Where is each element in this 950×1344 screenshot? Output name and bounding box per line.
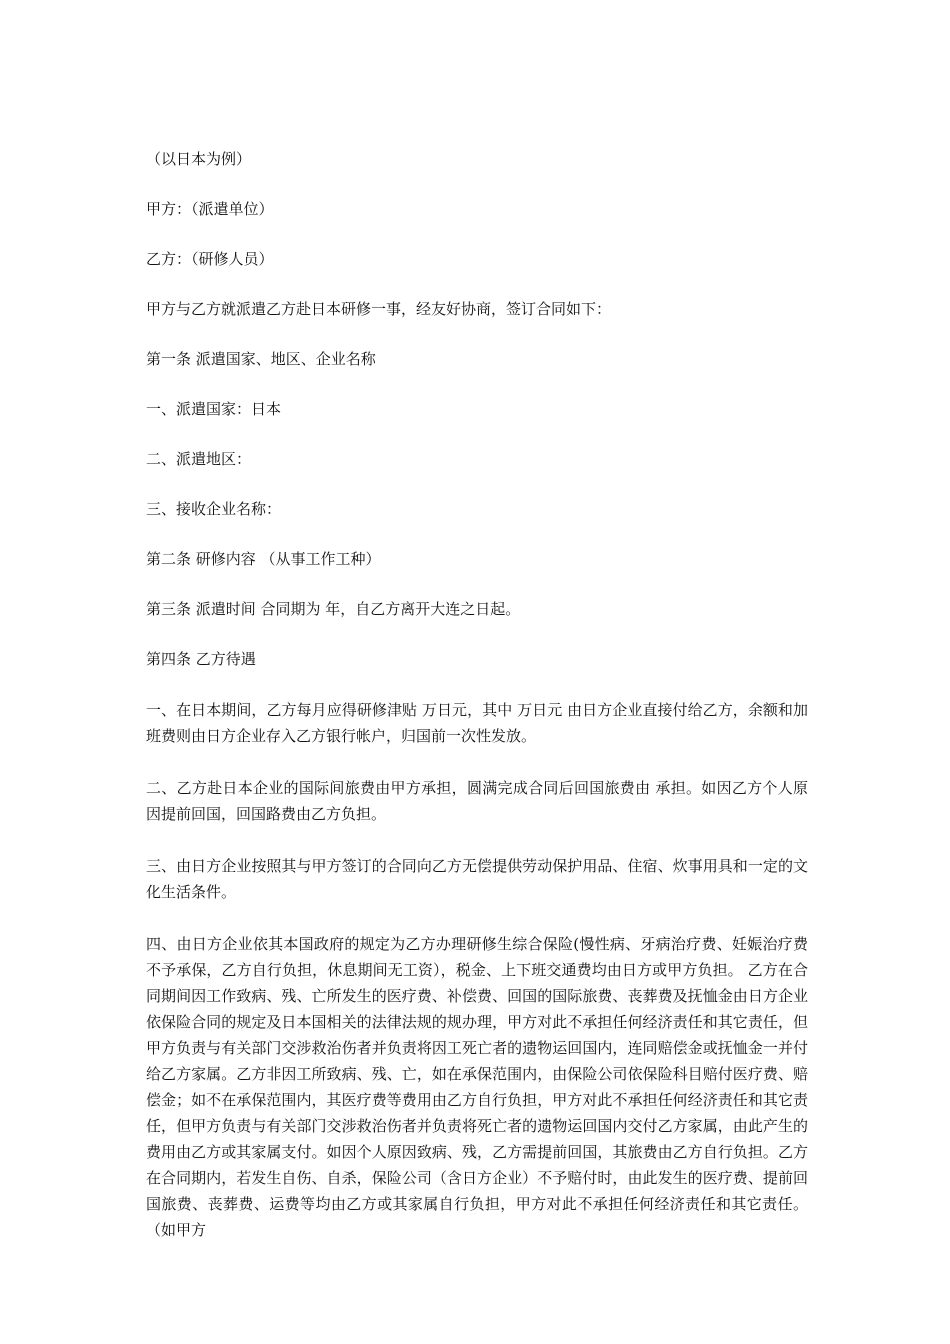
article-1-item-1: 一、派遣国家：日本	[146, 400, 282, 418]
article-2-heading: 第二条 研修内容 （从事工作工种）	[146, 550, 381, 568]
article-3-heading: 第三条 派遣时间 合同期为 年，自乙方离开大连之日起。	[146, 600, 521, 618]
party-a-line: 甲方：（派遣单位）	[146, 200, 274, 218]
subtitle-note: （以日本为例）	[146, 150, 252, 168]
article-4-item-1: 一、在日本期间，乙方每月应得研修津贴 万日元，其中 万日元 由日方企业直接付给乙方，余额和加班费则由日方企业存入乙方银行帐户，归国前一次性发放。	[146, 701, 808, 745]
document-body	[146, 147, 808, 1269]
intro-paragraph: 甲方与乙方就派遣乙方赴日本研修一事，经友好协商，签订合同如下：	[146, 300, 612, 318]
article-1-item-2: 二、派遣地区：	[146, 450, 252, 468]
article-1-heading: 第一条 派遣国家、地区、企业名称	[146, 350, 376, 368]
party-b-line: 乙方：（研修人员）	[146, 250, 274, 268]
article-4-heading: 第四条 乙方待遇	[146, 650, 256, 668]
article-4-item-4: 四、由日方企业依其本国政府的规定为乙方办理研修生综合保险(慢性病、牙病治疗费、妊娠治疗费不予承保，乙方自行负担，休息期间无工资），税金、上下班交通费均由日方或甲方负担。 乙方在合同期间因工作致病、残、亡所发生的医疗费、补偿费、回国的国际旅费、丧葬费及抚恤金由日方企业依保险合同的规定及日本国相关的法律法规的规办理，甲方对此不承担任何经济责任和其它责任，但甲方负责与有关部门交涉救治伤者并负责将因工死亡者的遗物运回国内，连同赔偿金或抚恤金一并付给乙方家属。乙方非因工所致病、残、亡，如在承保范围内，由保险公司依保险科目赔付医疗费、赔偿金；如不在承保范围内，其医疗费等费用由乙方自行负担，甲方对此不承担任何经济责任和其它责任，但甲方负责与有关部门交涉救治伤者并负责将死亡者的遗物运回国内交付乙方家属，由此产生的费用由乙方或其家属支付。如因个人原因致病、残，乙方需提前回国，其旅费由乙方自行负担。乙方在合同期内，若发生自伤、自杀，保险公司（含日方企业）不予赔付时，由此发生的医疗费、提前回国旅费、丧葬费、运费等均由乙方或其家属自行负担，甲方对此不承担任何经济责任和其它责任。（如甲方	[146, 935, 808, 1239]
article-4-item-3: 三、由日方企业按照其与甲方签订的合同向乙方无偿提供劳动保护用品、住宿、炊事用具和一定的文化生活条件。	[146, 857, 808, 901]
article-4-item-2: 二、乙方赴日本企业的国际间旅费由甲方承担，圆满完成合同后回国旅费由 承担。如因乙方个人原因提前回国，回国路费由乙方负担。	[146, 779, 808, 823]
article-1-item-3: 三、接收企业名称：	[146, 500, 282, 518]
